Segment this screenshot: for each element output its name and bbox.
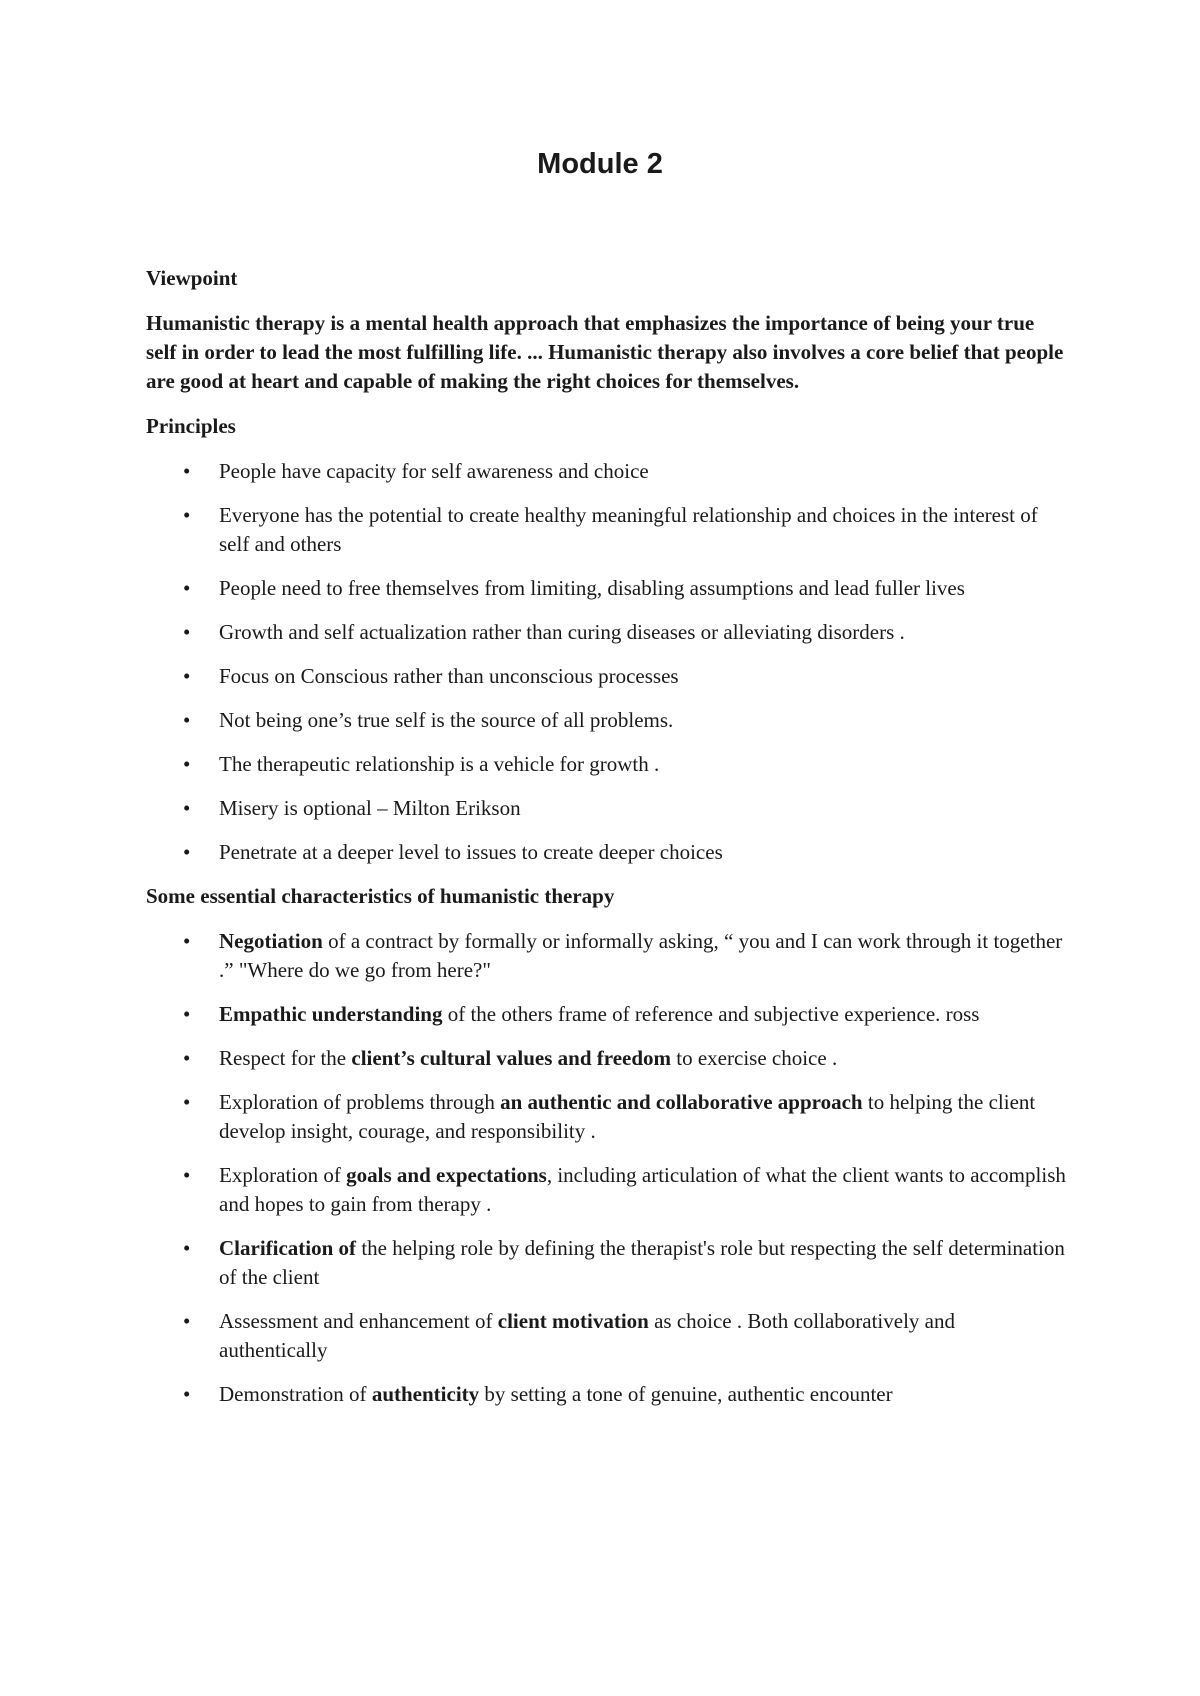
- bullet-icon: •: [183, 576, 191, 600]
- characteristic-text-pre: Exploration of problems through: [219, 1090, 501, 1114]
- bullet-icon: •: [183, 929, 191, 953]
- characteristic-item: [146, 1088, 1066, 1146]
- characteristic-text-pre: Exploration of: [219, 1163, 347, 1187]
- bullet-icon: •: [183, 708, 191, 732]
- bullet-icon: •: [183, 620, 191, 644]
- bullet-icon: •: [183, 1309, 191, 1333]
- characteristic-emphasis: Clarification of: [219, 1236, 357, 1260]
- characteristic-item: [146, 1307, 1066, 1365]
- viewpoint-heading: Viewpoint: [146, 266, 238, 290]
- characteristic-text-post: as choice . Both collaboratively and authentically: [219, 1309, 955, 1362]
- characteristic-text-post: by setting a tone of genuine, authentic encounter: [479, 1382, 893, 1406]
- characteristic-emphasis: an authentic and collaborative approach: [500, 1090, 863, 1114]
- characteristic-item: [146, 1161, 1066, 1219]
- principles-list: [146, 457, 1066, 867]
- characteristic-emphasis: client’s cultural values and freedom: [351, 1046, 672, 1070]
- characteristic-item: [146, 1234, 1066, 1292]
- principle-text: People have capacity for self awareness and choice: [219, 459, 649, 483]
- principle-text: Not being one’s true self is the source of all problems.: [219, 708, 674, 732]
- principle-text: Penetrate at a deeper level to issues to create deeper choices: [219, 840, 723, 864]
- principle-item: [146, 662, 1066, 691]
- characteristic-emphasis: Negotiation: [219, 929, 323, 953]
- bullet-icon: •: [183, 1002, 191, 1026]
- bullet-icon: •: [183, 503, 191, 527]
- principle-item: [146, 750, 1066, 779]
- principle-item: [146, 838, 1066, 867]
- bullet-icon: •: [183, 1382, 191, 1406]
- characteristic-text-pre: Demonstration of: [219, 1382, 372, 1406]
- viewpoint-paragraph: Humanistic therapy is a mental health approach that emphasizes the importance of being your true self in order to lead the most fulfilling life. ... Humanistic therapy also involves a core belief that people are good at heart and capable of making the right choices for themselves.: [146, 311, 1064, 393]
- characteristic-text-pre: Respect for the: [219, 1046, 352, 1070]
- bullet-icon: •: [183, 796, 191, 820]
- characteristic-item: [146, 1000, 1066, 1029]
- characteristic-emphasis: Empathic understanding: [219, 1002, 443, 1026]
- characteristic-text-post: to helping the client develop insight, courage, and responsibility .: [219, 1090, 1036, 1143]
- characteristic-text-post: of a contract by formally or informally asking, “ you and I can work through it together .” "Where do we go from here?": [219, 929, 1063, 982]
- principle-text: The therapeutic relationship is a vehicle for growth .: [219, 752, 660, 776]
- characteristic-emphasis: goals and expectations: [346, 1163, 547, 1187]
- principle-text: Focus on Conscious rather than unconscious processes: [219, 664, 679, 688]
- characteristics-list: [146, 927, 1066, 1409]
- principle-item: [146, 501, 1066, 559]
- page-title: Module 2: [537, 148, 663, 180]
- bullet-icon: •: [183, 459, 191, 483]
- characteristics-heading: Some essential characteristics of humanistic therapy: [146, 884, 615, 908]
- principle-item: [146, 706, 1066, 735]
- bullet-icon: •: [183, 1163, 191, 1187]
- bullet-icon: •: [183, 752, 191, 776]
- characteristic-text-post: of the others frame of reference and subjective experience. ross: [442, 1002, 980, 1026]
- characteristic-emphasis: client motivation: [497, 1309, 649, 1333]
- bullet-icon: •: [183, 1090, 191, 1114]
- principle-text: Everyone has the potential to create healthy meaningful relationship and choices in the interest of self and others: [219, 503, 1038, 556]
- bullet-icon: •: [183, 664, 191, 688]
- characteristic-item: [146, 1380, 1066, 1409]
- principles-heading: Principles: [146, 414, 236, 438]
- principle-item: [146, 457, 1066, 486]
- characteristic-item: [146, 1044, 1066, 1073]
- bullet-icon: •: [183, 1046, 191, 1070]
- document-body: [146, 264, 1066, 1424]
- characteristic-text-pre: Assessment and enhancement of: [219, 1309, 498, 1333]
- characteristic-text-post: to exercise choice .: [671, 1046, 838, 1070]
- principle-text: Misery is optional – Milton Erikson: [219, 796, 521, 820]
- bullet-icon: •: [183, 1236, 191, 1260]
- principle-text: Growth and self actualization rather than curing diseases or alleviating disorders .: [219, 620, 905, 644]
- bullet-icon: •: [183, 840, 191, 864]
- principle-item: [146, 574, 1066, 603]
- characteristic-text-post: , including articulation of what the client wants to accomplish and hopes to gain from therapy .: [219, 1163, 1066, 1216]
- principle-text: People need to free themselves from limiting, disabling assumptions and lead fuller lives: [219, 576, 965, 600]
- characteristic-text-post: the helping role by defining the therapist's role but respecting the self determination of the client: [219, 1236, 1065, 1289]
- principle-item: [146, 794, 1066, 823]
- characteristic-emphasis: authenticity: [371, 1382, 480, 1406]
- principle-item: [146, 618, 1066, 647]
- characteristic-item: [146, 927, 1066, 985]
